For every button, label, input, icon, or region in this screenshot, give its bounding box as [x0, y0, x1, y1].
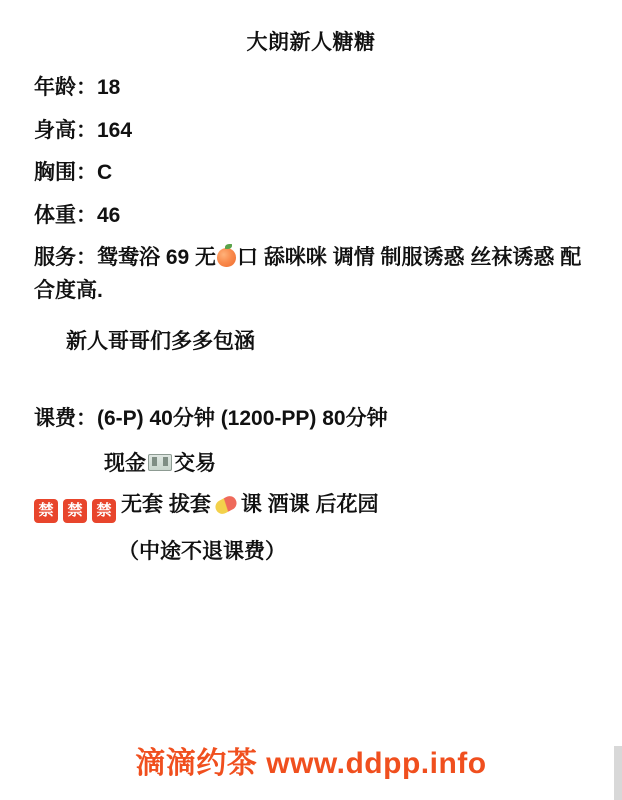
newcomer-note: 新人哥哥们多多包涵: [66, 330, 255, 354]
prohibited-icon-1: 禁: [34, 499, 58, 523]
field-label-bust: 胸围：: [34, 161, 97, 185]
field-value-height: 164: [97, 118, 133, 142]
field-value-weight: 46: [97, 203, 121, 227]
field-label-height: 身高：: [34, 118, 97, 142]
fee-label: 课费：: [34, 407, 97, 431]
prohibited-icon-2: 禁: [63, 499, 87, 523]
prohibited-icon-3: 禁: [92, 499, 116, 523]
prohibited-text-after: 课 酒课 后花园: [240, 492, 379, 516]
money-icon: [148, 454, 172, 471]
services-text-before: 鸳鸯浴 69 无: [97, 246, 217, 270]
fee-value: (6-P) 40分钟 (1200-PP) 80分钟: [97, 407, 388, 431]
refund-note: （中途不退课费）: [118, 539, 286, 563]
footer-url: www.ddpp.info: [266, 747, 487, 780]
field-row-bust: [34, 157, 600, 190]
footer-banner: [0, 738, 622, 782]
field-row-weight: [34, 200, 600, 233]
footer-brand: 滴滴约茶: [135, 747, 258, 780]
cash-text-before: 现金: [104, 451, 146, 475]
pill-icon: [213, 493, 239, 516]
cash-text-after: 交易: [174, 451, 216, 475]
field-label-age: 年龄：: [34, 76, 97, 99]
fee-row: [34, 403, 600, 435]
prohibited-text-before: 无套 拔套: [121, 492, 211, 516]
services-label: 服务：: [34, 246, 97, 270]
page-title: 大朗新人糖糖: [246, 31, 376, 54]
field-row-height: [34, 115, 600, 148]
field-value-bust: C: [97, 161, 113, 185]
peach-icon: [217, 248, 236, 267]
cash-row: [104, 447, 600, 477]
prohibited-row: [34, 489, 600, 523]
spacer: [22, 355, 600, 403]
services-text-after: 口 舔咪咪 调情 制服诱惑 丝袜诱惑 配合度高.: [34, 246, 582, 302]
field-row-age: [34, 72, 600, 105]
field-value-age: 18: [97, 76, 121, 99]
services-block: [34, 242, 600, 307]
edge-marker: [614, 746, 622, 800]
field-label-weight: 体重：: [34, 203, 97, 227]
